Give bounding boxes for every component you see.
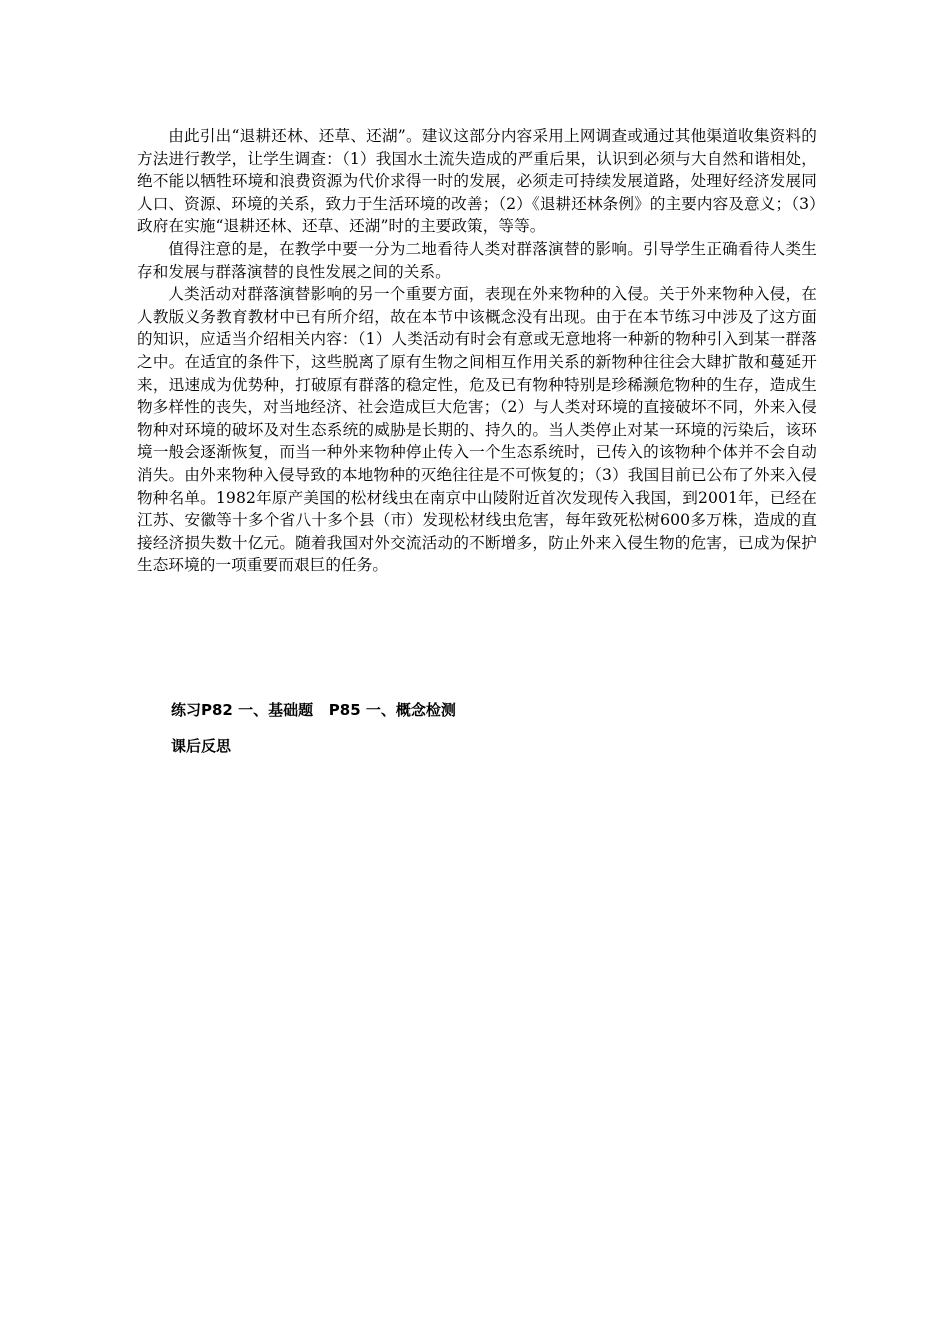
paragraph-invasive-species: 人类活动对群落演替影响的另一个重要方面，表现在外来物种的入侵。关于外来物种入侵，在人教版义务教育教材中已有所介绍，故在本节中该概念没有出现。由于在本节练习中涉及了这方面的知识，应适当介绍相关内容：（1）人类活动有时会有意或无意地将一种新的物种引入到某一群落之中。在适宜的条件下，这些脱离了原有生物之间相互作用关系的新物种往往会大肆扩散和蔓延开来，迅速成为优势种，打破原有群落的稳定性，危及已有物种特别是珍稀濒危物种的生存，造成生物多样性的丧失，对当地经济、社会造成巨大危害；（2）与人类对环境的直接破坏不同，外来入侵物种对环境的破坏及对生态系统的威胁是长期的、持久的。当人类停止对某一环境的污染后，该环境一般会逐渐恢复，而当一种外来物种停止传入一个生态系统时，已传入的该物种个体并不会自动消失。由外来物种入侵导致的本地物种的灭绝往往是不可恢复的；（3）我国目前已公布了外来入侵物种名单。1982年原产美国的松材线虫在南京中山陵附近首次发现传入我国，到2001年，已经在江苏、安徽等十多个省八十多个县（市）发现松材线虫危害，每年致死松树600多万株，造成的直接经济损失数十亿元。随着我国对外交流活动的不断增多，防止外来入侵生物的危害，已成为保护生态环境的一项重要而艰巨的任务。	[137, 285, 817, 575]
paragraph-returning-farmland: 由此引出“退耕还林、还草、还湖”。建议这部分内容采用上网调查或通过其他渠道收集资料的方法进行教学，让学生调查：（1）我国水土流失造成的严重后果，认识到必须与大自然和谐相处，绝不能以牺牲环境和浪费资源为代价求得一时的发展，必须走可持续发展道路，处理好经济发展同人口、资源、环境的关系，致力于生活环境的改善；（2）《退耕还林条例》的主要内容及意义；（3）政府在实施“退耕还林、还草、还湖”时的主要政策，等等。	[137, 127, 817, 236]
reflection-heading: 课后反思	[171, 737, 232, 755]
document-body	[137, 125, 817, 577]
exercise-heading: 练习P82 一、基础题 P85 一、概念检测	[171, 701, 456, 719]
paragraph-human-impact: 值得注意的是，在教学中要一分为二地看待人类对群落演替的影响。引导学生正确看待人类生存和发展与群落演替的良性发展之间的关系。	[137, 239, 817, 281]
